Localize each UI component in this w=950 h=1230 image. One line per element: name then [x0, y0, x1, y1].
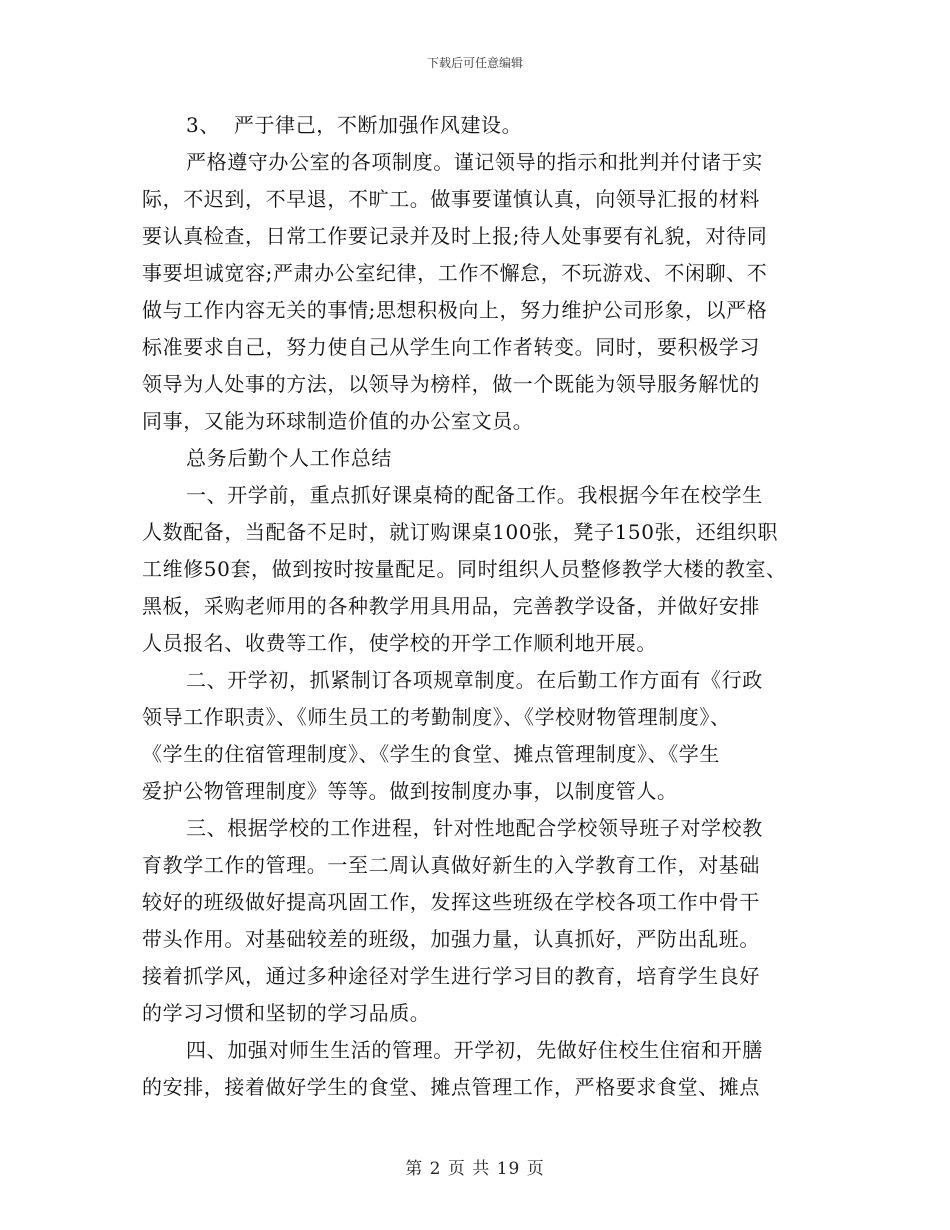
text-line: 严格遵守办公室的各项制度。谨记领导的指示和批判并付诸于实: [186, 150, 763, 174]
text-line: 际，不迟到，不早退，不旷工。做事要谨慎认真，向领导汇报的材料: [142, 187, 760, 211]
text-line: 较好的班级做好提高巩固工作，发挥这些班级在学校各项工作中骨干: [142, 890, 760, 914]
text-line: 要认真检查，日常工作要记录并及时上报;待人处事要有礼貌，对待同: [142, 224, 768, 248]
text-line: 黑板，采购老师用的各种教学用具用品，完善教学设备，并做好安排: [142, 594, 760, 618]
text-line: 带头作用。对基础较差的班级，加强力量，认真抓好，严防出乱班。: [142, 927, 760, 951]
text-line: 工维修50套，做到按时按量配足。同时组织人员整修教学大楼的教室、: [142, 557, 787, 581]
text-line: 3、 严于律己，不断加强作风建设。: [186, 113, 523, 137]
document-body: [142, 107, 822, 1106]
text-line: 的安排，接着做好学生的食堂、摊点管理工作，严格要求食堂、摊点: [142, 1075, 760, 1099]
text-line: 爱护公物管理制度》等等。做到按制度办事，以制度管人。: [142, 779, 678, 803]
text-line: 三、根据学校的工作进程，针对性地配合学校领导班子对学校教: [186, 816, 763, 840]
text-line: 《学生的住宿管理制度》、《学生的食堂、摊点管理制度》、《学生: [142, 742, 720, 766]
text-line: 人数配备，当配备不足时，就订购课桌100张，凳子150张，还组织职: [142, 520, 779, 544]
text-line: 做与工作内容无关的事情;思想积极向上，努力维护公司形象，以严格: [142, 298, 768, 322]
text-line: 接着抓学风，通过多种途径对学生进行学习目的教育，培育学生良好: [142, 964, 760, 988]
text-line: 人员报名、收费等工作，使学校的开学工作顺利地开展。: [142, 631, 657, 655]
text-line: 领导工作职责》、《师生员工的考勤制度》、《学校财物管理制度》、: [142, 705, 731, 729]
text-line: 育教学工作的管理。一至二周认真做好新生的入学教育工作，对基础: [142, 853, 760, 877]
text-line: 事要坦诚宽容;严肃办公室纪律，工作不懈怠，不玩游戏、不闲聊、不: [142, 261, 768, 285]
text-line: 标准要求自己，努力使自己从学生向工作者转变。同时，要积极学习: [142, 335, 760, 359]
text-line: 领导为人处事的方法，以领导为榜样，做一个既能为领导服务解忧的: [142, 372, 760, 396]
page-header: 下载后可任意编辑: [426, 56, 523, 70]
text-line: 同事，又能为环球制造价值的办公室文员。: [142, 409, 534, 433]
text-line: 四、加强对师生生活的管理。开学初，先做好住校生住宿和开膳: [186, 1038, 763, 1062]
page-number-footer: 第 2 页 共 19 页: [405, 1159, 545, 1179]
text-line: 二、开学初，抓紧制订各项规章制度。在后勤工作方面有《行政: [186, 668, 763, 692]
text-line: 一、开学前，重点抓好课桌椅的配备工作。我根据今年在校学生: [186, 483, 763, 507]
text-line: 的学习习惯和坚韧的学习品质。: [142, 1001, 431, 1025]
text-line: 总务后勤个人工作总结: [186, 446, 392, 470]
